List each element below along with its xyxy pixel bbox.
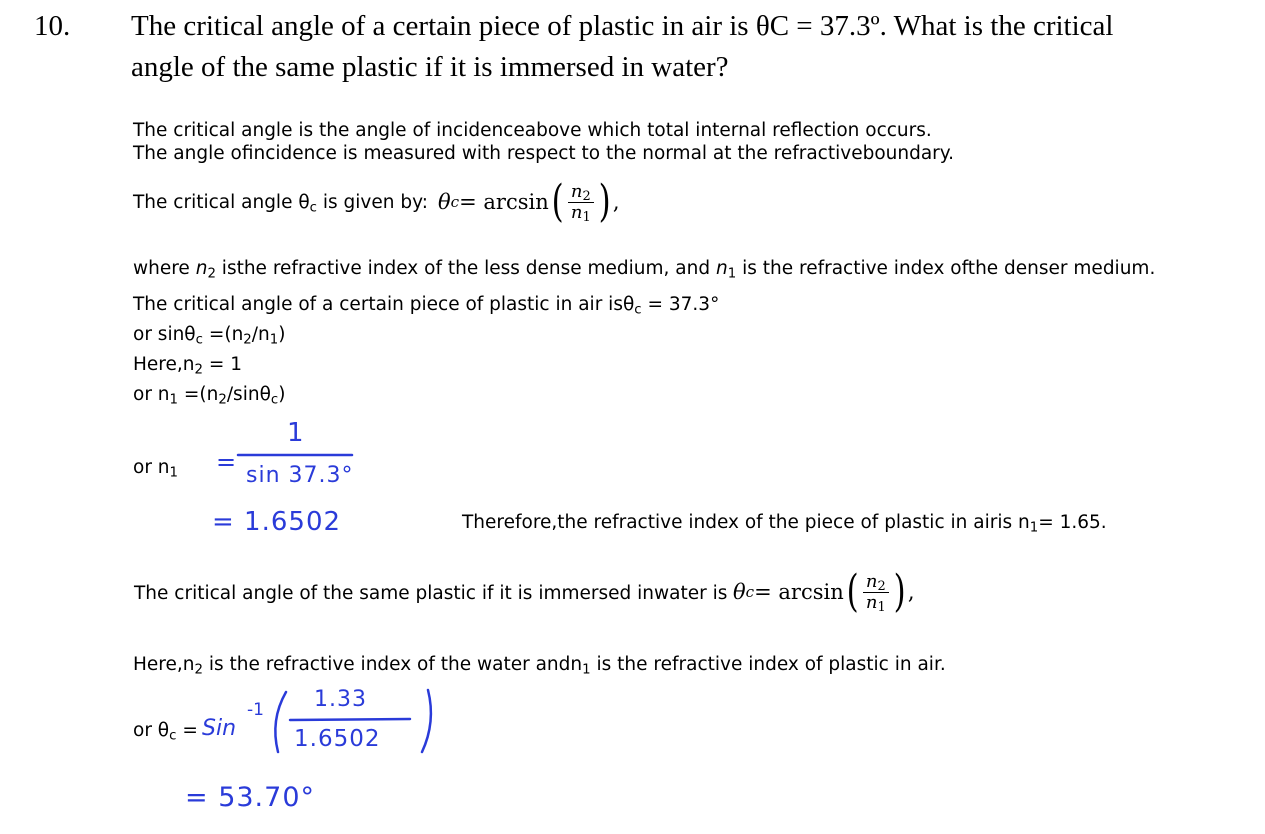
handwritten-fraction-bar-1 xyxy=(236,452,356,458)
or-theta-label: or $\theta_c$ = xyxy=(133,720,198,744)
intro-line-2: The angle ofincidence is measured with respect to the normal at the refractiveboundary. xyxy=(133,143,954,164)
handwritten-equals-1: = xyxy=(216,448,237,476)
plastic-air-text: The critical angle of a certain piece of plastic in air isθ$_c$ = 37.3° xyxy=(133,294,720,318)
water-intro-text: The critical angle of the same plastic if it is immersed inwater is xyxy=(134,583,728,604)
question-line-1: The critical angle of a certain piece of plastic in air is θC = 37.3º. What is the critical xyxy=(131,10,1114,42)
intro-line-1: The critical angle is the angle of incidenceabove which total internal reflection occurs. xyxy=(133,120,932,141)
handwritten-numerator-1: 1 xyxy=(287,418,304,448)
therefore-text: Therefore,the refractive index of the piece of plastic in airis $n_1= 1.65$. xyxy=(462,512,1107,536)
handwritten-denominator-1: sin 37.3° xyxy=(246,463,354,488)
or-n1-label: or $n_1$ xyxy=(133,457,179,481)
handwritten-numerator-2: 1.33 xyxy=(314,687,367,712)
handwritten-exponent: -1 xyxy=(247,700,264,720)
given-by-text: The critical angle $\theta_c$ is given by: xyxy=(133,192,428,216)
handwritten-result-1: = 1.6502 xyxy=(212,507,342,537)
question-line-2: angle of the same plastic if it is immersed in water? xyxy=(131,51,729,83)
handwritten-denominator-2: 1.6502 xyxy=(294,726,381,752)
critical-angle-formula-1: θ c = arcsin ( $\frac{n_2}{n_1}$ ) , xyxy=(438,176,620,227)
sin-relation-text: or $\sin\theta_c =(n_2/n_1)$ xyxy=(133,324,286,348)
where-text: where $n_2$ isthe refractive index of the less dense medium, and $n_1$ is the refractive index ofthe denser medium. xyxy=(133,258,1156,282)
handwritten-result-2: = 53.70° xyxy=(185,782,316,813)
here-n2-water-text: $Here,n_2$ is the refractive index of the water andn$_1$ is the refractive index of plastic in air. xyxy=(133,654,946,678)
n1-relation-text: or $n_1 =(n_2/\sin\theta_c)$ xyxy=(133,384,286,408)
handwritten-sin: Sin xyxy=(202,716,237,741)
critical-angle-formula-2: θ c = arcsin ( $\frac{n_2}{n_1}$ ) , xyxy=(733,566,915,617)
question-number: 10. xyxy=(34,10,71,42)
here-n2-text: $Here,n_2 = 1$ xyxy=(133,354,243,378)
